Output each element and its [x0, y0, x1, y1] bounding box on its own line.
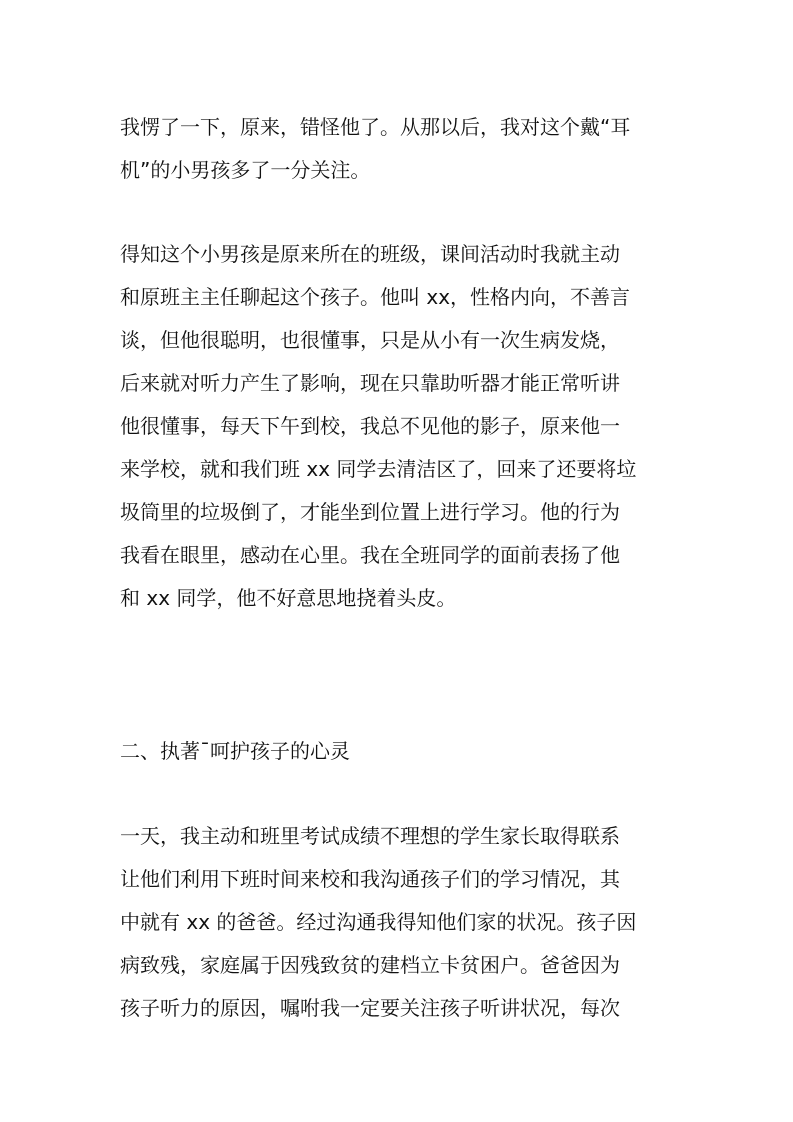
paragraph-line: 我愣了一下，原来，错怪他了。从那以后，我对这个戴“耳 — [120, 115, 631, 139]
section-heading-text: 二、执著¯呵护孩子的心灵 — [120, 739, 350, 763]
paragraph-line: 和原班主主任聊起这个孩子。他叫 xx，性格内向，不善言 — [120, 285, 631, 309]
paragraph-line: 他很懂事，每天下午到校，我总不见他的影子，原来他一 — [120, 414, 620, 438]
paragraph-3 — [120, 815, 680, 1030]
paragraph-line: 中就有 xx 的爸爸。经过沟通我得知他们家的状况。孩子因 — [120, 910, 637, 934]
paragraph-line: 后来就对听力产生了影响，现在只靠助听器才能正常听讲 — [120, 371, 620, 395]
paragraph-line: 来学校，就和我们班 xx 同学去清洁区了，回来了还要将垃 — [120, 457, 637, 481]
paragraph-line: 病致残，家庭属于因残致贫的建档立卡贫困户。爸爸因为 — [120, 953, 620, 977]
paragraph-line: 让他们利用下班时间来校和我沟通孩子们的学习情况，其 — [120, 867, 620, 891]
paragraph-line: 机”的小男孩多了一分关注。 — [120, 158, 371, 182]
paragraph-line: 一天，我主动和班里考试成绩不理想的学生家长取得联系 — [120, 824, 620, 848]
paragraph-line: 得知这个小男孩是原来所在的班级，课间活动时我就主动 — [120, 242, 620, 266]
paragraph-1 — [120, 106, 680, 192]
paragraph-line: 孩子听力的原因，嘱咐我一定要关注孩子听讲状况，每次 — [120, 996, 620, 1020]
paragraph-line: 谈，但他很聪明，也很懂事，只是从小有一次生病发烧， — [120, 328, 620, 352]
paragraph-2 — [120, 233, 680, 620]
paragraph-line: 圾筒里的垃圾倒了，才能坐到位置上进行学习。他的行为 — [120, 500, 620, 524]
paragraph-line: 我看在眼里，感动在心里。我在全班同学的面前表扬了他 — [120, 543, 620, 567]
paragraph-line: 和 xx 同学，他不好意思地挠着头皮。 — [120, 586, 457, 610]
section-heading — [120, 730, 680, 773]
